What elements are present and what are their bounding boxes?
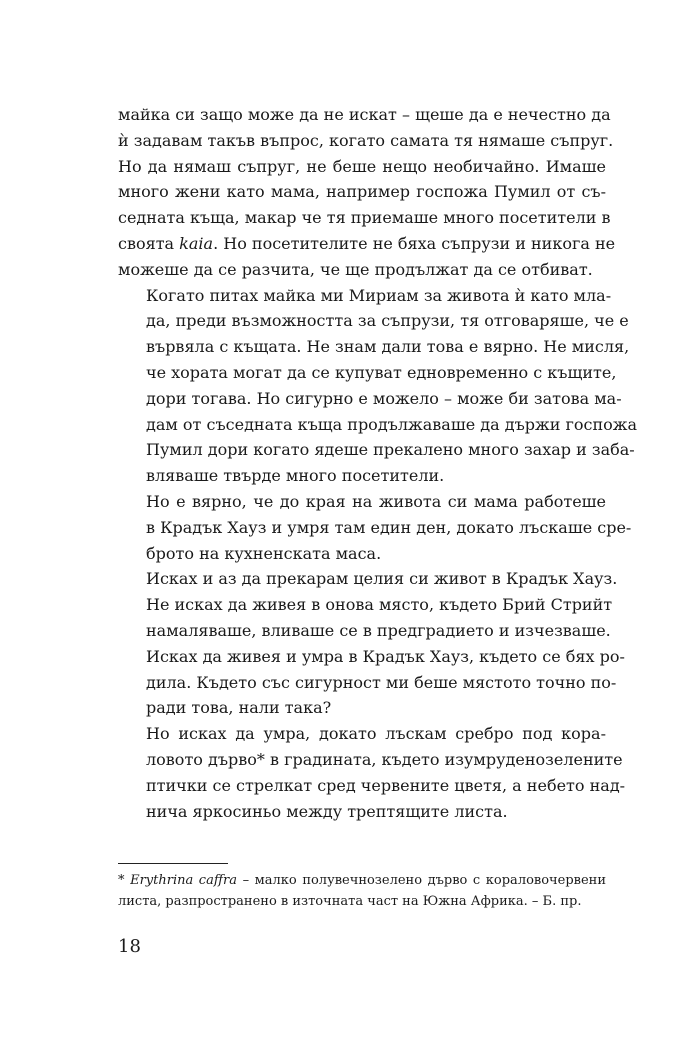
text-line: вървяла с къщата. Не знам дали това е вярно. Не мисля, (146, 337, 630, 357)
text-line: птички се стрелкат сред червените цветя, а небето над- (146, 775, 626, 795)
footnote-divider (118, 863, 228, 864)
text-line: дам от съседната къща продължаваше да държи госпожа (146, 414, 637, 434)
text-line: Исках да живея и умра в Крадък Хауз, където се бях ро- (146, 646, 625, 666)
italic-word: kaia (179, 233, 214, 253)
text-line: седната къща, макар че тя приемаше много посетители в (118, 208, 611, 228)
paragraph (118, 721, 626, 824)
paragraph (118, 566, 625, 721)
text-line: ловото дърво* в градината, където изумруденозелените (146, 749, 623, 769)
text-line: Но е вярно, че до края на живота си мама работеше (146, 491, 606, 511)
text-line: че хората могат да се купуват едновременно с къщите, (146, 362, 617, 382)
text-line: да, преди възможността за съпрузи, тя отговаряше, че е (146, 311, 629, 331)
text-line: много жени като мама, например госпожа Пумил от съ- (118, 182, 606, 202)
paragraph (118, 489, 632, 566)
text-line: Исках и аз да прекарам целия си живот в Крадък Хауз. (146, 569, 618, 589)
text-line: дори тогава. Но сигурно е можело – може би затова ма- (146, 388, 622, 408)
text-line: намаляваше, вливаше се в предградието и изчезваше. (146, 620, 611, 640)
italic-term: Erythrina caffra (130, 873, 238, 888)
paragraph (118, 283, 637, 489)
text-line: нича яркосиньо между трептящите листа. (146, 801, 508, 821)
text-line: Но да нямаш съпруг, не беше нещо необичайно. Имаше (118, 156, 606, 176)
page-number: 18 (118, 936, 141, 957)
text-line: брото на кухненската маса. (146, 543, 382, 563)
text-line: Не исках да живея в онова място, където Брий Стрийт (146, 595, 613, 615)
text-line: ради това, нали така? (146, 698, 332, 718)
text-line: своята kaia. Но посетителите не бяха съпрузи и никога не (118, 233, 616, 253)
text-line: Но исках да умра, докато лъскам сребро под кора- (146, 724, 606, 744)
footnote-line: листа, разпространено в източната част на Южна Африка. – Б. пр. (118, 894, 582, 909)
text-line: вляваше твърде много посетители. (146, 466, 445, 486)
text-line: Когато питах майка ми Мириам за живота ѝ като мла- (146, 285, 612, 305)
text-line: можеше да се разчита, че ще продължат да се отбиват. (118, 259, 593, 279)
text-line: дила. Където със сигурност ми беше мястото точно по- (146, 672, 617, 692)
text-line: ѝ задавам такъв въпрос, когато самата тя нямаше съпруг. (118, 130, 614, 150)
body-text (118, 102, 637, 824)
text-line: в Крадък Хауз и умря там един ден, докато лъскаше сре- (146, 517, 632, 537)
footnote (118, 870, 606, 912)
paragraph (118, 102, 616, 283)
footnote-line: * Erythrina caffra – малко полувечнозелено дърво с кораловочервени (118, 873, 606, 888)
text-line: Пумил дори когато ядеше прекалено много захар и заба- (146, 440, 635, 460)
text-line: майка си защо може да не искат – щеше да е нечестно да (118, 105, 611, 124)
